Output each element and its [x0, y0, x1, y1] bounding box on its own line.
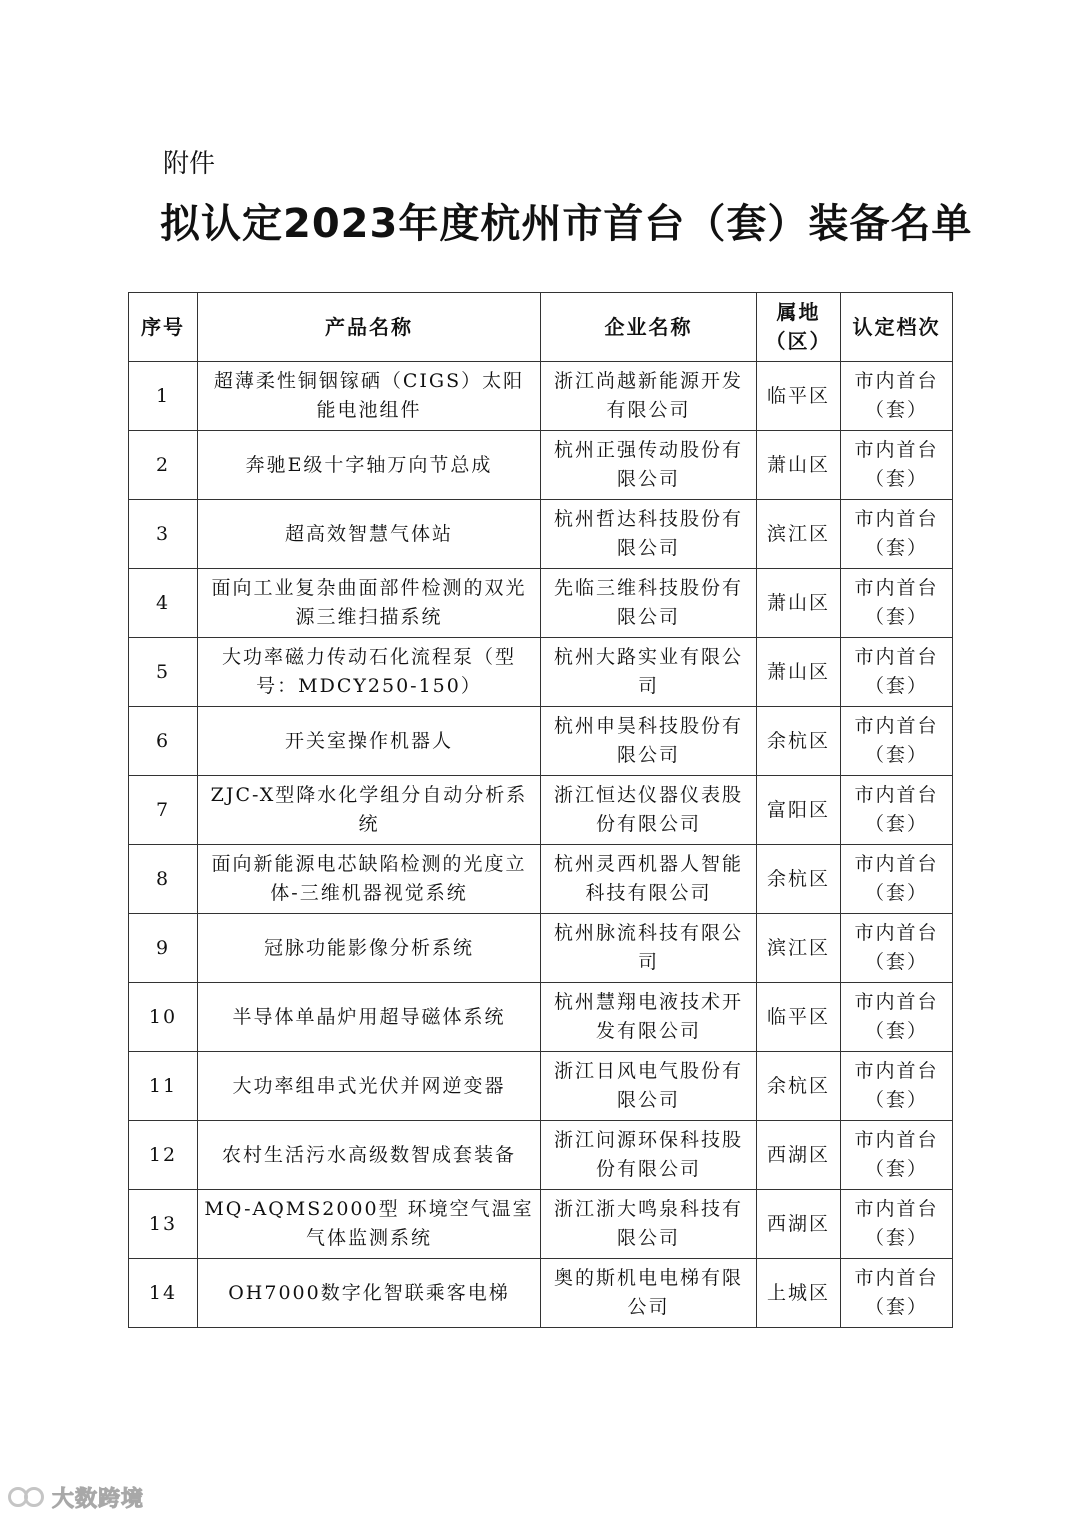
equipment-list-table [128, 292, 953, 1328]
cell-level: 市内首台（套） [841, 914, 953, 983]
cell-no: 12 [129, 1121, 198, 1190]
table-row [129, 1121, 953, 1190]
cell-product: OH7000数字化智联乘客电梯 [198, 1259, 541, 1328]
cell-district: 临平区 [757, 983, 841, 1052]
table-header-row [129, 293, 953, 362]
table-row [129, 914, 953, 983]
cell-district: 富阳区 [757, 776, 841, 845]
cell-no: 9 [129, 914, 198, 983]
cell-no: 1 [129, 362, 198, 431]
cell-level: 市内首台（套） [841, 1121, 953, 1190]
cell-district: 临平区 [757, 362, 841, 431]
watermark-text: 大数跨境 [52, 1486, 145, 1512]
cell-district: 萧山区 [757, 569, 841, 638]
cell-no: 8 [129, 845, 198, 914]
cell-no: 4 [129, 569, 198, 638]
cell-no: 5 [129, 638, 198, 707]
cell-product: 农村生活污水高级数智成套装备 [198, 1121, 541, 1190]
cell-company: 浙江尚越新能源开发有限公司 [541, 362, 757, 431]
cell-no: 14 [129, 1259, 198, 1328]
cell-company: 杭州哲达科技股份有限公司 [541, 500, 757, 569]
cell-district: 余杭区 [757, 1052, 841, 1121]
header-no: 序号 [129, 293, 198, 362]
cell-product: 奔驰E级十字轴万向节总成 [198, 431, 541, 500]
table-row [129, 500, 953, 569]
cell-product: ZJC-X型降水化学组分自动分析系统 [198, 776, 541, 845]
cell-no: 7 [129, 776, 198, 845]
table-row [129, 707, 953, 776]
page-title: 拟认定2023年度杭州市首台（套）装备名单 [160, 201, 973, 247]
header-product: 产品名称 [198, 293, 541, 362]
cell-district: 萧山区 [757, 431, 841, 500]
cell-company: 浙江恒达仪器仪表股份有限公司 [541, 776, 757, 845]
cell-product: 大功率磁力传动石化流程泵（型号：MDCY250-150） [198, 638, 541, 707]
cell-district: 滨江区 [757, 500, 841, 569]
cell-no: 13 [129, 1190, 198, 1259]
cell-company: 浙江问源环保科技股份有限公司 [541, 1121, 757, 1190]
cell-district: 余杭区 [757, 707, 841, 776]
cell-no: 11 [129, 1052, 198, 1121]
cell-level: 市内首台（套） [841, 362, 953, 431]
cell-product: 开关室操作机器人 [198, 707, 541, 776]
cell-product: 冠脉功能影像分析系统 [198, 914, 541, 983]
table-row [129, 776, 953, 845]
table-row [129, 983, 953, 1052]
cell-company: 杭州脉流科技有限公司 [541, 914, 757, 983]
cell-product: 超薄柔性铜铟镓硒（CIGS）太阳能电池组件 [198, 362, 541, 431]
cell-level: 市内首台（套） [841, 983, 953, 1052]
cell-district: 萧山区 [757, 638, 841, 707]
cell-level: 市内首台（套） [841, 845, 953, 914]
cell-no: 3 [129, 500, 198, 569]
cell-no: 10 [129, 983, 198, 1052]
cell-product: MQ-AQMS2000型 环境空气温室气体监测系统 [198, 1190, 541, 1259]
cell-level: 市内首台（套） [841, 1052, 953, 1121]
table-row [129, 1259, 953, 1328]
cell-company: 杭州慧翔电液技术开发有限公司 [541, 983, 757, 1052]
table-row [129, 569, 953, 638]
cell-company: 杭州大路实业有限公司 [541, 638, 757, 707]
cell-no: 6 [129, 707, 198, 776]
header-level: 认定档次 [841, 293, 953, 362]
table-row [129, 1190, 953, 1259]
cell-district: 余杭区 [757, 845, 841, 914]
attachment-label: 附件 [163, 149, 216, 179]
cell-product: 面向新能源电芯缺陷检测的光度立体-三维机器视觉系统 [198, 845, 541, 914]
watermark [6, 1482, 144, 1512]
cell-company: 杭州灵西机器人智能科技有限公司 [541, 845, 757, 914]
cell-product: 大功率组串式光伏并网逆变器 [198, 1052, 541, 1121]
cell-company: 杭州正强传动股份有限公司 [541, 431, 757, 500]
cell-district: 上城区 [757, 1259, 841, 1328]
cell-product: 超高效智慧气体站 [198, 500, 541, 569]
header-company: 企业名称 [541, 293, 757, 362]
table-row [129, 362, 953, 431]
cell-district: 滨江区 [757, 914, 841, 983]
cell-company: 浙江日风电气股份有限公司 [541, 1052, 757, 1121]
cell-company: 浙江浙大鸣泉科技有限公司 [541, 1190, 757, 1259]
cell-district: 西湖区 [757, 1121, 841, 1190]
cell-company: 杭州申昊科技股份有限公司 [541, 707, 757, 776]
cell-level: 市内首台（套） [841, 569, 953, 638]
cell-level: 市内首台（套） [841, 1259, 953, 1328]
cell-company: 先临三维科技股份有限公司 [541, 569, 757, 638]
cell-level: 市内首台（套） [841, 638, 953, 707]
cell-company: 奥的斯机电电梯有限公司 [541, 1259, 757, 1328]
table-row [129, 845, 953, 914]
table-row [129, 638, 953, 707]
table-row [129, 431, 953, 500]
cell-product: 半导体单晶炉用超导磁体系统 [198, 983, 541, 1052]
brand-logo-icon [6, 1485, 48, 1509]
cell-level: 市内首台（套） [841, 1190, 953, 1259]
cell-level: 市内首台（套） [841, 707, 953, 776]
cell-level: 市内首台（套） [841, 500, 953, 569]
cell-product: 面向工业复杂曲面部件检测的双光源三维扫描系统 [198, 569, 541, 638]
cell-level: 市内首台（套） [841, 431, 953, 500]
header-district: 属地（区） [757, 293, 841, 362]
cell-no: 2 [129, 431, 198, 500]
cell-district: 西湖区 [757, 1190, 841, 1259]
cell-level: 市内首台（套） [841, 776, 953, 845]
table-row [129, 1052, 953, 1121]
